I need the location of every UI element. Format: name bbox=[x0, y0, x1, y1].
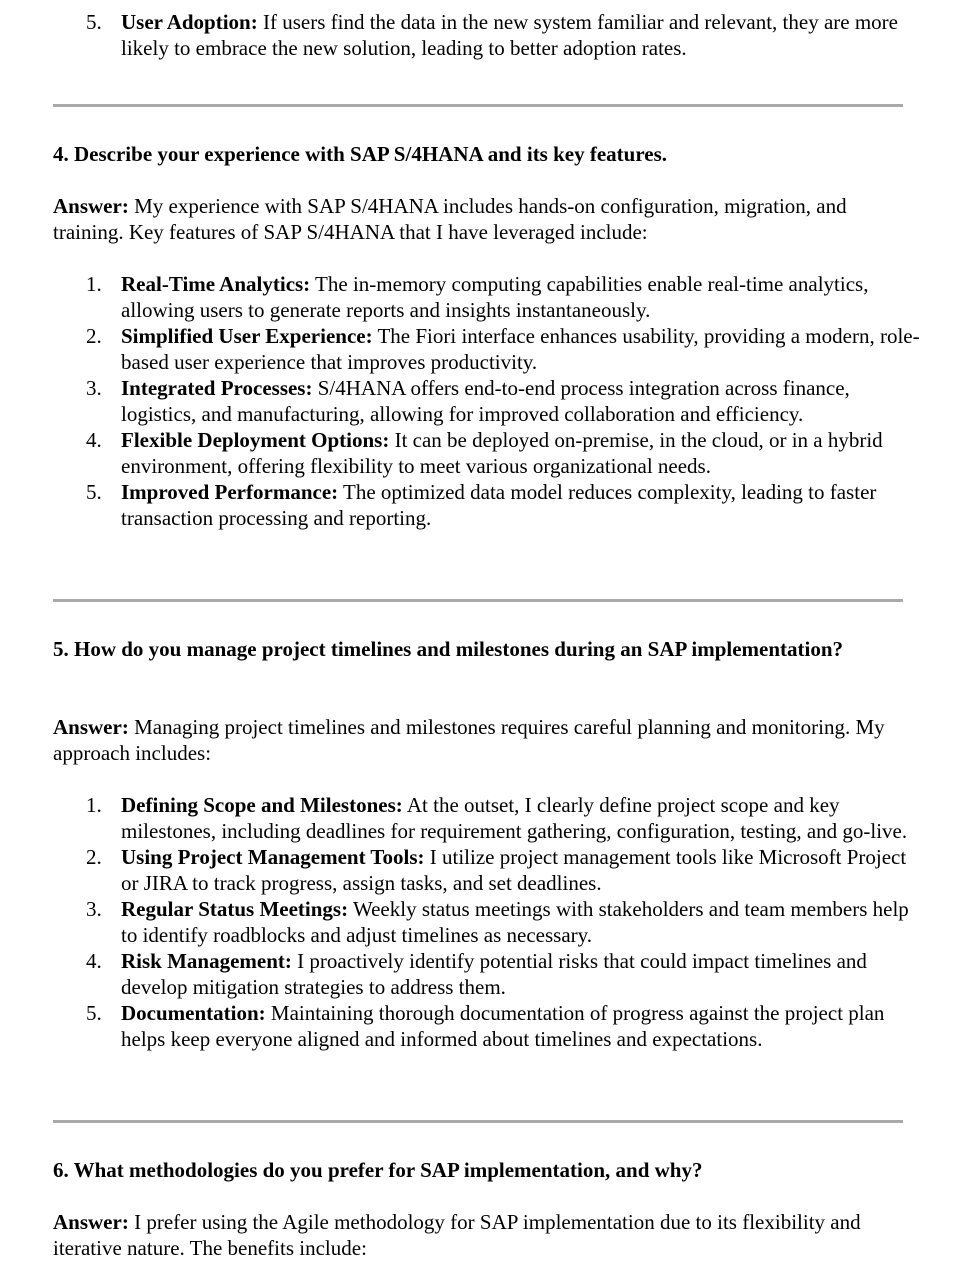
list-number: 2. bbox=[86, 845, 102, 869]
list-text: The in-memory computing capabilities enable real-time analytics, allowing users to generate reports and insights instantaneously. bbox=[121, 272, 869, 322]
list-item bbox=[0, 1000, 971, 1052]
list-text: If users find the data in the new system familiar and relevant, they are more likely to embrace the new solution, leading to better adoption rates. bbox=[121, 10, 898, 60]
list-term: Defining Scope and Milestones: bbox=[121, 793, 403, 817]
list-item bbox=[0, 427, 971, 479]
list-number: 5. bbox=[86, 480, 102, 504]
list-item bbox=[0, 792, 971, 844]
list-item bbox=[0, 479, 971, 531]
question-5-heading: 5. How do you manage project timelines and milestones during an SAP implementation? bbox=[53, 637, 844, 661]
question-4-answer bbox=[53, 193, 913, 245]
answer-label: Answer: bbox=[53, 194, 129, 218]
list-term: Flexible Deployment Options: bbox=[121, 428, 390, 452]
list-text: It can be deployed on-premise, in the cloud, or in a hybrid environment, offering flexibility to meet various organizational needs. bbox=[121, 428, 883, 478]
list-number: 1. bbox=[86, 793, 102, 817]
list-text: The Fiori interface enhances usability, providing a modern, role-based user experience that improves productivity. bbox=[121, 324, 920, 374]
list-term: Improved Performance: bbox=[121, 480, 339, 504]
section-divider bbox=[53, 1120, 903, 1123]
list-term: Risk Management: bbox=[121, 949, 292, 973]
question-5-answer bbox=[53, 714, 913, 766]
question-5-list bbox=[0, 792, 971, 1052]
list-text: I utilize project management tools like Microsoft Project or JIRA to track progress, assign tasks, and set deadlines. bbox=[121, 845, 907, 895]
list-item bbox=[0, 948, 971, 1000]
previous-answer-list bbox=[0, 9, 971, 61]
answer-label: Answer: bbox=[53, 1210, 129, 1234]
list-term: User Adoption: bbox=[121, 10, 258, 34]
list-item bbox=[0, 844, 971, 896]
list-number: 2. bbox=[86, 324, 102, 348]
list-number: 3. bbox=[86, 897, 102, 921]
list-term: Documentation: bbox=[121, 1001, 266, 1025]
list-text: Maintaining thorough documentation of progress against the project plan helps keep everyone aligned and informed about timelines and expectations. bbox=[121, 1001, 885, 1051]
list-item bbox=[0, 9, 971, 61]
list-number: 5. bbox=[86, 1001, 102, 1025]
answer-text: Managing project timelines and milestones requires careful planning and monitoring. My approach includes: bbox=[53, 715, 885, 765]
question-6-answer bbox=[53, 1209, 913, 1261]
question-6-heading: 6. What methodologies do you prefer for SAP implementation, and why? bbox=[53, 1158, 703, 1182]
list-item bbox=[0, 896, 971, 948]
list-term: Simplified User Experience: bbox=[121, 324, 373, 348]
list-text: The optimized data model reduces complexity, leading to faster transaction processing and reporting. bbox=[121, 480, 877, 530]
list-number: 5. bbox=[86, 10, 102, 34]
question-4-heading: 4. Describe your experience with SAP S/4HANA and its key features. bbox=[53, 142, 668, 166]
list-number: 4. bbox=[86, 428, 102, 452]
list-item bbox=[0, 375, 971, 427]
list-term: Real-Time Analytics: bbox=[121, 272, 311, 296]
section-divider bbox=[53, 599, 903, 602]
list-text: Weekly status meetings with stakeholders and team members help to identify roadblocks and adjust timelines as necessary. bbox=[121, 897, 909, 947]
answer-label: Answer: bbox=[53, 715, 129, 739]
list-text: I proactively identify potential risks that could impact timelines and develop mitigation strategies to address them. bbox=[121, 949, 867, 999]
list-text: At the outset, I clearly define project scope and key milestones, including deadlines for requirement gathering, configuration, testing, and go-live. bbox=[121, 793, 908, 843]
list-term: Regular Status Meetings: bbox=[121, 897, 349, 921]
list-number: 4. bbox=[86, 949, 102, 973]
answer-text: My experience with SAP S/4HANA includes hands-on configuration, migration, and training. Key features of SAP S/4HANA that I have leveraged include: bbox=[53, 194, 847, 244]
list-number: 1. bbox=[86, 272, 102, 296]
list-text: S/4HANA offers end-to-end process integration across finance, logistics, and manufacturing, allowing for improved collaboration and efficiency. bbox=[121, 376, 850, 426]
list-term: Integrated Processes: bbox=[121, 376, 313, 400]
list-item bbox=[0, 323, 971, 375]
list-item bbox=[0, 271, 971, 323]
question-4-list bbox=[0, 271, 971, 531]
list-number: 3. bbox=[86, 376, 102, 400]
answer-text: I prefer using the Agile methodology for SAP implementation due to its flexibility and iterative nature. The benefits include: bbox=[53, 1210, 861, 1260]
list-term: Using Project Management Tools: bbox=[121, 845, 425, 869]
section-divider bbox=[53, 104, 903, 107]
